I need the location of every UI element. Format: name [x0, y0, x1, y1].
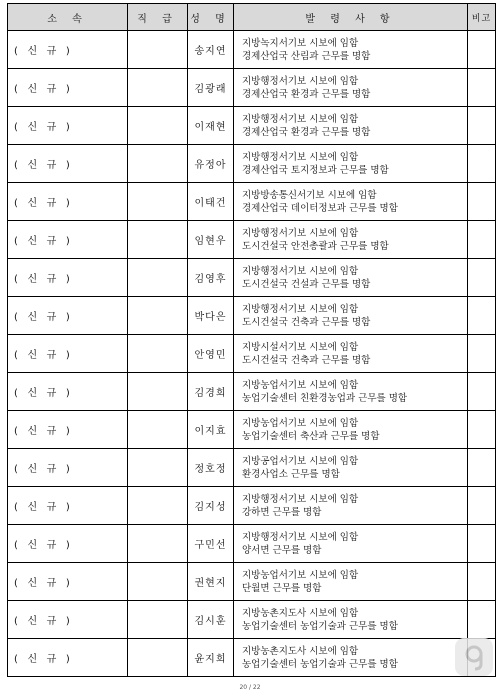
row-name: 김시훈 — [188, 601, 234, 639]
order-appointment-line: 지방행정서기보 시보에 임함 — [242, 303, 359, 315]
row-order — [234, 601, 468, 639]
row-org: ( 신 규 ) — [8, 639, 128, 677]
row-note — [468, 373, 496, 411]
row-org: ( 신 규 ) — [8, 69, 128, 107]
row-rank — [128, 601, 188, 639]
row-org: ( 신 규 ) — [8, 449, 128, 487]
row-order — [234, 31, 468, 69]
row-name: 김광래 — [188, 69, 234, 107]
row-rank — [128, 563, 188, 601]
row-order — [234, 259, 468, 297]
order-assignment-line: 경제산업국 토지정보과 근무를 명함 — [242, 164, 389, 176]
row-name: 이태건 — [188, 183, 234, 221]
order-appointment-line: 지방농촌지도사 시보에 임함 — [242, 645, 359, 657]
row-org: ( 신 규 ) — [8, 601, 128, 639]
row-name: 권현지 — [188, 563, 234, 601]
order-assignment-line: 단월면 근무를 명함 — [242, 582, 322, 594]
table-row — [8, 411, 496, 449]
order-assignment-line: 도시건설국 건축과 근무를 명함 — [242, 354, 371, 366]
table-row — [8, 373, 496, 411]
order-appointment-line: 지방행정서기보 시보에 임함 — [242, 265, 359, 277]
table-header-row — [8, 4, 496, 31]
header-order: 발 령 사 항 — [234, 4, 468, 31]
order-appointment-line: 지방행정서기보 시보에 임함 — [242, 531, 359, 543]
order-appointment-line: 지방행정서기보 시보에 임함 — [242, 113, 359, 125]
order-assignment-line: 경제산업국 환경과 근무를 명함 — [242, 88, 371, 100]
row-order — [234, 69, 468, 107]
order-assignment-line: 환경사업소 근무를 명함 — [242, 468, 340, 480]
personnel-order-table — [7, 3, 496, 677]
watermark-logo-glyph — [455, 638, 493, 676]
row-order — [234, 145, 468, 183]
row-note — [468, 601, 496, 639]
row-org: ( 신 규 ) — [8, 31, 128, 69]
order-assignment-line: 경제산업국 환경과 근무를 명함 — [242, 126, 371, 138]
row-order — [234, 183, 468, 221]
row-order — [234, 373, 468, 411]
row-rank — [128, 31, 188, 69]
table-row — [8, 525, 496, 563]
row-rank — [128, 297, 188, 335]
order-appointment-line: 지방행정서기보 시보에 임함 — [242, 493, 359, 505]
order-appointment-line: 지방방송통신서기보 시보에 임함 — [242, 189, 377, 201]
order-appointment-line: 지방농업서기보 시보에 임함 — [242, 569, 359, 581]
order-appointment-line: 지방녹지서기보 시보에 임함 — [242, 37, 359, 49]
table-row — [8, 601, 496, 639]
header-rank: 직 급 — [128, 4, 188, 31]
table-row — [8, 487, 496, 525]
row-org: ( 신 규 ) — [8, 487, 128, 525]
row-note — [468, 335, 496, 373]
order-assignment-line: 경제산업국 데이터정보과 근무를 명함 — [242, 202, 398, 214]
row-note — [468, 563, 496, 601]
row-order — [234, 525, 468, 563]
order-assignment-line: 도시건설국 건축과 근무를 명함 — [242, 316, 371, 328]
row-name: 송지연 — [188, 31, 234, 69]
row-org: ( 신 규 ) — [8, 259, 128, 297]
order-assignment-line: 농업기술센터 농업기술과 근무를 명함 — [242, 658, 398, 670]
watermark-logo-icon — [455, 638, 493, 676]
row-org: ( 신 규 ) — [8, 221, 128, 259]
row-rank — [128, 639, 188, 677]
row-note — [468, 525, 496, 563]
row-name: 구민선 — [188, 525, 234, 563]
header-note: 비고 — [468, 4, 496, 31]
order-assignment-line: 농업기술센터 축산과 근무를 명함 — [242, 430, 380, 442]
row-name: 김지성 — [188, 487, 234, 525]
row-org: ( 신 규 ) — [8, 411, 128, 449]
page-number: 20 / 22 — [239, 684, 261, 691]
order-assignment-line: 양서면 근무를 명함 — [242, 544, 322, 556]
row-note — [468, 449, 496, 487]
row-order — [234, 563, 468, 601]
order-appointment-line: 지방농촌지도사 시보에 임함 — [242, 607, 359, 619]
row-order — [234, 107, 468, 145]
row-note — [468, 69, 496, 107]
table-row — [8, 145, 496, 183]
row-name: 박다은 — [188, 297, 234, 335]
row-note — [468, 487, 496, 525]
personnel-order-sheet — [7, 3, 495, 677]
row-org: ( 신 규 ) — [8, 373, 128, 411]
table-row — [8, 107, 496, 145]
row-name: 김경희 — [188, 373, 234, 411]
order-assignment-line: 농업기술센터 친환경농업과 근무를 명함 — [242, 392, 408, 404]
row-rank — [128, 373, 188, 411]
row-org: ( 신 규 ) — [8, 145, 128, 183]
row-name: 윤지희 — [188, 639, 234, 677]
table-row — [8, 297, 496, 335]
row-note — [468, 259, 496, 297]
row-org: ( 신 규 ) — [8, 107, 128, 145]
order-appointment-line: 지방공업서기보 시보에 임함 — [242, 455, 359, 467]
row-order — [234, 411, 468, 449]
row-name: 정호정 — [188, 449, 234, 487]
row-order — [234, 487, 468, 525]
row-order — [234, 297, 468, 335]
order-appointment-line: 지방농업서기보 시보에 임함 — [242, 417, 359, 429]
header-name: 성 명 — [188, 4, 234, 31]
row-note — [468, 297, 496, 335]
table-row — [8, 563, 496, 601]
row-note — [468, 107, 496, 145]
header-org: 소 속 — [8, 4, 128, 31]
order-appointment-line: 지방농업서기보 시보에 임함 — [242, 379, 359, 391]
table-row — [8, 69, 496, 107]
row-org: ( 신 규 ) — [8, 335, 128, 373]
row-name: 유정아 — [188, 145, 234, 183]
table-row — [8, 221, 496, 259]
row-rank — [128, 145, 188, 183]
row-org: ( 신 규 ) — [8, 183, 128, 221]
row-name: 이재현 — [188, 107, 234, 145]
row-order — [234, 449, 468, 487]
row-order — [234, 221, 468, 259]
row-note — [468, 221, 496, 259]
order-appointment-line: 지방행정서기보 시보에 임함 — [242, 151, 359, 163]
row-rank — [128, 107, 188, 145]
row-note — [468, 31, 496, 69]
table-row — [8, 449, 496, 487]
row-rank — [128, 487, 188, 525]
order-appointment-line: 지방시설서기보 시보에 임함 — [242, 341, 359, 353]
order-assignment-line: 도시건설국 건설과 근무를 명함 — [242, 278, 371, 290]
row-name: 안영민 — [188, 335, 234, 373]
row-note — [468, 183, 496, 221]
row-name: 김영후 — [188, 259, 234, 297]
table-row — [8, 259, 496, 297]
row-order — [234, 335, 468, 373]
row-note — [468, 411, 496, 449]
order-appointment-line: 지방행정서기보 시보에 임함 — [242, 227, 359, 239]
table-row — [8, 183, 496, 221]
row-rank — [128, 525, 188, 563]
table-body — [8, 31, 496, 677]
row-org: ( 신 규 ) — [8, 297, 128, 335]
row-note — [468, 145, 496, 183]
row-org: ( 신 규 ) — [8, 525, 128, 563]
order-appointment-line: 지방행정서기보 시보에 임함 — [242, 75, 359, 87]
row-name: 임현우 — [188, 221, 234, 259]
table-row — [8, 335, 496, 373]
table-row — [8, 31, 496, 69]
row-rank — [128, 259, 188, 297]
row-name: 이지효 — [188, 411, 234, 449]
row-rank — [128, 221, 188, 259]
order-assignment-line: 경제산업국 산림과 근무를 명함 — [242, 50, 371, 62]
table-row — [8, 639, 496, 677]
row-rank — [128, 449, 188, 487]
row-rank — [128, 335, 188, 373]
order-assignment-line: 강하면 근무를 명함 — [242, 506, 322, 518]
row-rank — [128, 411, 188, 449]
order-assignment-line: 도시건설국 안전총괄과 근무를 명함 — [242, 240, 389, 252]
order-assignment-line: 농업기술센터 농업기술과 근무를 명함 — [242, 620, 398, 632]
row-rank — [128, 183, 188, 221]
row-org: ( 신 규 ) — [8, 563, 128, 601]
row-rank — [128, 69, 188, 107]
row-order — [234, 639, 468, 677]
